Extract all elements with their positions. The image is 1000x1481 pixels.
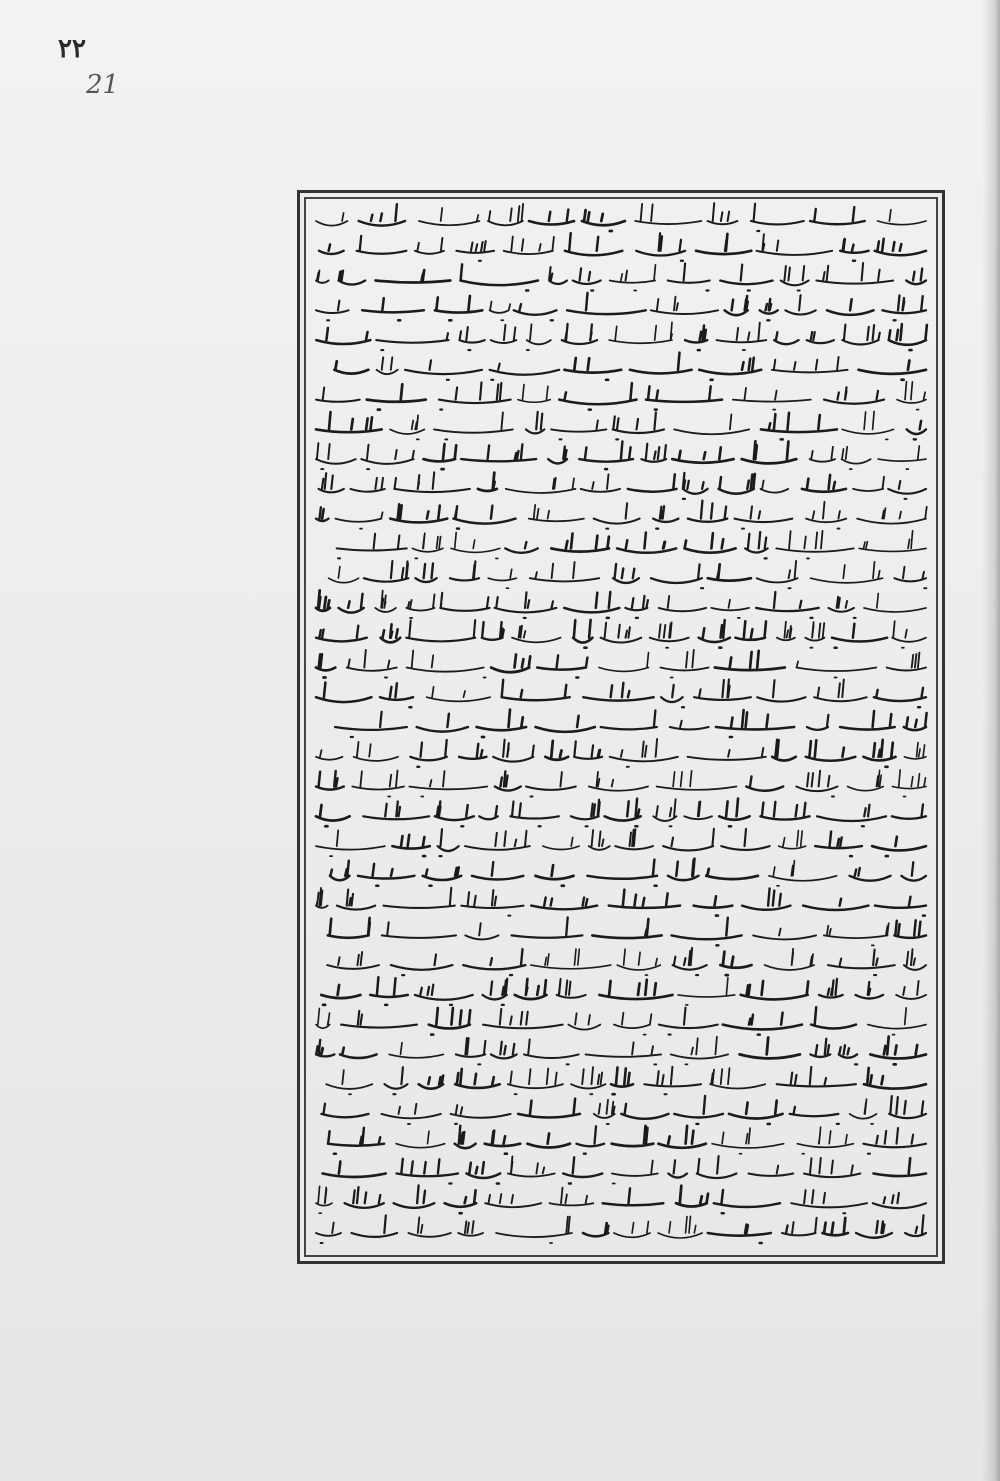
manuscript-line	[319, 233, 926, 261]
manuscript-text-block	[300, 193, 942, 1261]
manuscript-line	[316, 501, 927, 529]
manuscript-line	[327, 948, 926, 975]
manuscript-line	[321, 977, 926, 1005]
manuscript-line	[326, 1067, 926, 1094]
page-number-arabic: ٢٢	[58, 34, 86, 64]
manuscript-line	[316, 1185, 926, 1213]
manuscript-line	[316, 322, 927, 350]
manuscript-line	[316, 680, 926, 708]
manuscript-line	[316, 650, 926, 678]
manuscript-line	[316, 293, 926, 320]
folio-number: 21	[86, 70, 120, 100]
manuscript-line	[321, 1096, 926, 1124]
manuscript-line	[316, 1215, 926, 1243]
manuscript-line	[316, 620, 926, 648]
manuscript-line	[316, 1007, 926, 1034]
manuscript-line	[316, 739, 926, 767]
manuscript-line	[316, 203, 926, 231]
manuscript-line	[316, 829, 926, 856]
manuscript-line	[316, 590, 926, 618]
manuscript-line	[330, 859, 926, 886]
manuscript-line	[316, 770, 926, 797]
manuscript-line	[316, 382, 926, 410]
manuscript-line	[323, 1156, 926, 1183]
manuscript-line	[316, 412, 926, 440]
manuscript-line	[316, 441, 926, 469]
page-edge-shadow	[982, 0, 1000, 1481]
text-frame	[297, 190, 945, 1264]
manuscript-line	[316, 799, 926, 827]
manuscript-line	[316, 1037, 926, 1065]
manuscript-line	[334, 353, 926, 380]
manuscript-line	[328, 917, 926, 945]
manuscript-line	[335, 710, 927, 737]
manuscript-line	[319, 472, 926, 499]
manuscript-line	[316, 888, 926, 916]
manuscript-line	[316, 263, 926, 291]
manuscript-line	[329, 561, 927, 588]
manuscript-line	[328, 1126, 926, 1154]
manuscript-line	[337, 531, 926, 559]
